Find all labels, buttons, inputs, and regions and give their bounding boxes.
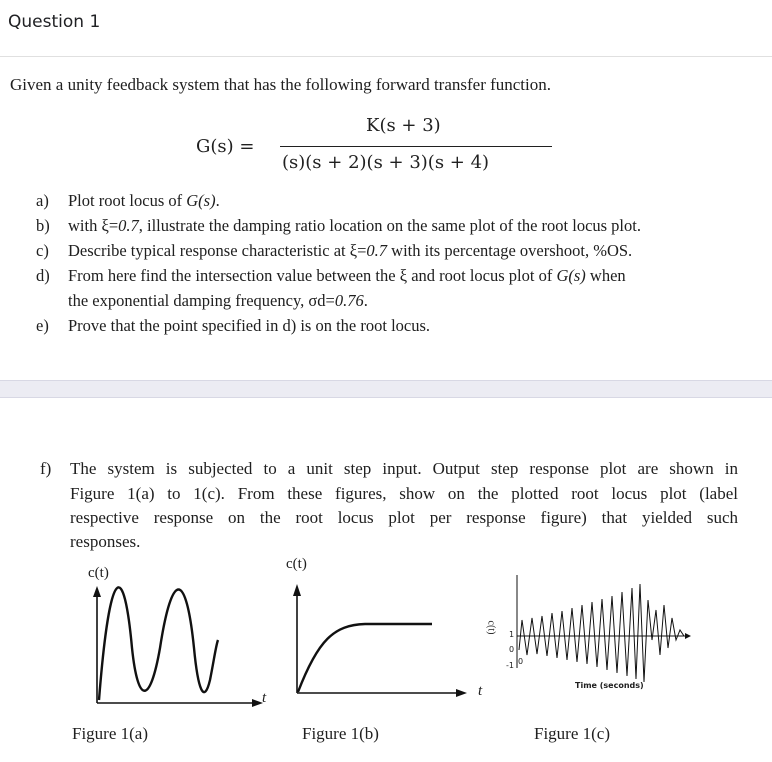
- part-text: the exponential damping frequency, σd=: [68, 291, 335, 310]
- part-f-line: The system is subjected to a unit step input. Output step response plot are shown in: [70, 459, 738, 478]
- transfer-function-lhs: G(s) =: [196, 136, 255, 157]
- figure-b-xlabel: t: [478, 683, 483, 699]
- figure-c-tick-0: 0: [509, 645, 515, 654]
- part-emphasis: 0.7: [366, 241, 388, 260]
- part-label: c): [36, 241, 49, 260]
- part-text-end: , illustrate the damping ratio location on the same plot of the root locus plot.: [138, 216, 641, 235]
- transfer-function-numerator: K(s + 3): [366, 115, 441, 136]
- part-text: Prove that the point specified in d) is on the root locus.: [68, 316, 431, 335]
- figure-c-ylabel: c(t): [485, 620, 497, 635]
- part-text-end: .: [215, 191, 220, 210]
- figure-c-response-curve: [519, 584, 684, 682]
- part-label: d): [36, 266, 50, 285]
- part-text-end: with its percentage overshoot, %OS.: [387, 241, 633, 260]
- part-text: From here find the intersection value between the ξ and root locus plot of: [68, 266, 557, 285]
- intro-text: Given a unity feedback system that has the following forward transfer function.: [10, 75, 552, 94]
- question-title: Question 1: [8, 12, 101, 32]
- part-text-end: when: [585, 266, 626, 285]
- figure-c-xlabel: Time (seconds): [575, 681, 644, 690]
- figure-c-caption: Figure 1(c): [534, 724, 611, 743]
- part-label: b): [36, 216, 50, 235]
- figure-b-ylabel: c(t): [286, 556, 307, 572]
- part-emphasis: 0.7: [118, 216, 139, 235]
- part-text-end: .: [363, 291, 368, 310]
- figure-c-tick-1: 1: [509, 630, 515, 639]
- part-emphasis: G(s): [556, 266, 586, 285]
- part-emphasis: G(s): [186, 191, 216, 210]
- transfer-function-denominator: (s)(s + 2)(s + 3)(s + 4): [282, 152, 490, 173]
- figure-a-ylabel: c(t): [88, 565, 109, 581]
- part-label: e): [36, 316, 49, 335]
- part-text: with ξ=: [68, 216, 119, 235]
- part-f-line: Figure 1(a) to 1(c). From these figures, show on the plotted root locus plot (label: [70, 484, 738, 503]
- part-f-line: responses.: [70, 532, 141, 551]
- figure-a-xlabel: t: [262, 690, 267, 706]
- figure-c-tick-minus-1: -1: [506, 661, 514, 670]
- figure-b-caption: Figure 1(b): [302, 724, 379, 743]
- part-emphasis: 0.76: [334, 291, 364, 310]
- figure-a-caption: Figure 1(a): [72, 724, 149, 743]
- part-f-line: respective response on the root locus plot per response figure) that yielded such: [70, 508, 738, 527]
- figure-c-x-arrow: [685, 633, 691, 639]
- part-f-label: f): [40, 459, 52, 478]
- figure-c-origin: 0: [518, 657, 524, 666]
- part-text: Describe typical response characteristic at ξ=: [68, 241, 367, 260]
- part-text: Plot root locus of: [68, 191, 187, 210]
- part-label: a): [36, 191, 49, 210]
